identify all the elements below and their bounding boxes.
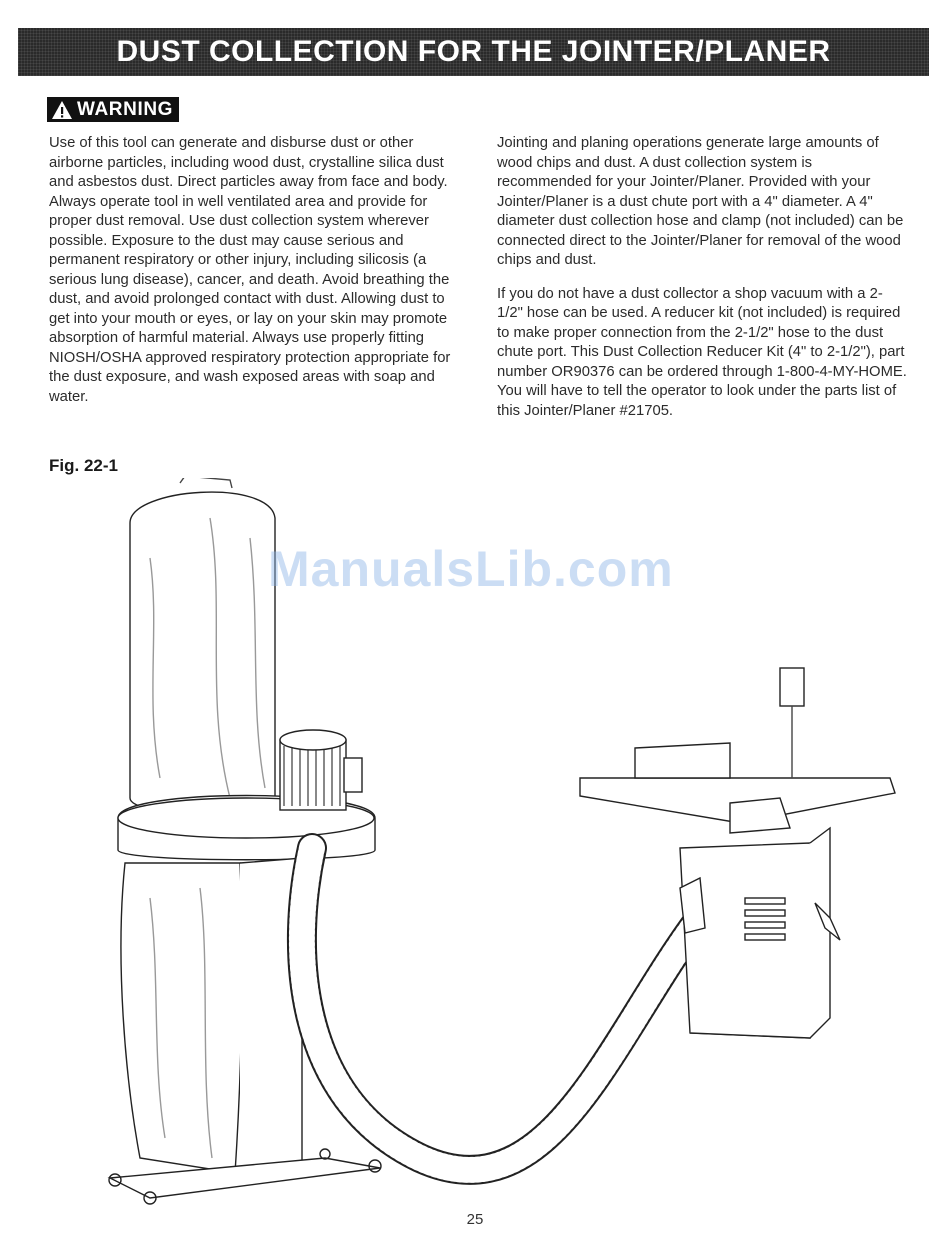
intro-paragraph: Jointing and planing operations generate large amounts of wood chips and dust. A dust collection system is recommended for your Jointer/Planer. Provided with your Jointer/Planer is a dust chute port with a 4" diameter. A 4" diameter dust collection hose and clamp (not included) can be connected direct to the Jointer/Planer for removal of the wood chips and dust. xyxy=(497,135,904,268)
title-bar xyxy=(18,28,929,76)
reducer-paragraph: If you do not have a dust collector a shop vacuum with a 2-1/2" hose can be used. A reducer kit (not included) is required to make proper connection from the 2-1/2" hose to the dust chute port. This Dust Collection Reducer Kit (4" to 2-1/2"), part number OR90376 can be ordered through 1-800-4-MY-HOME. You will have to tell the operator to look under the parts list of this Jointer/Planer #21705. xyxy=(497,285,907,419)
figure-label: Fig. 22-1 xyxy=(49,456,118,475)
collection-bag-lower xyxy=(121,863,242,1173)
right-column xyxy=(497,134,907,435)
page-title: DUST COLLECTION FOR THE JOINTER/PLANER xyxy=(116,35,831,68)
left-column xyxy=(49,134,459,421)
warning-badge xyxy=(47,97,179,122)
warning-label: WARNING xyxy=(77,98,174,120)
warning-triangle-icon xyxy=(51,100,73,120)
filter-bag-upper xyxy=(130,478,275,813)
page-number: 25 xyxy=(466,1211,484,1228)
manualslib-watermark: ManualsLib.com xyxy=(268,541,674,597)
jointer-planer xyxy=(580,668,895,1038)
warning-paragraph: Use of this tool can generate and disburse dust or other airborne particles, including wood dust, crystalline silica dust and asbestos dust. Direct particles away from face and body. Always operate tool in well ventilated area and provide for proper dust removal. Use dust collection system wherever possible. Exposure to the dust may cause serious and permanent respiratory or other injury, including silicosis (a serious lung disease), cancer, and death. Avoid breathing the dust, and avoid prolonged contact with dust. Allowing dust to get into your mouth or eyes, or lay on your skin may promote absorption of harmful material. Always use properly fitting NIOSH/OSHA approved respiratory protection appropriate for the dust exposure, and wash exposed areas with soap and water. xyxy=(49,135,451,405)
